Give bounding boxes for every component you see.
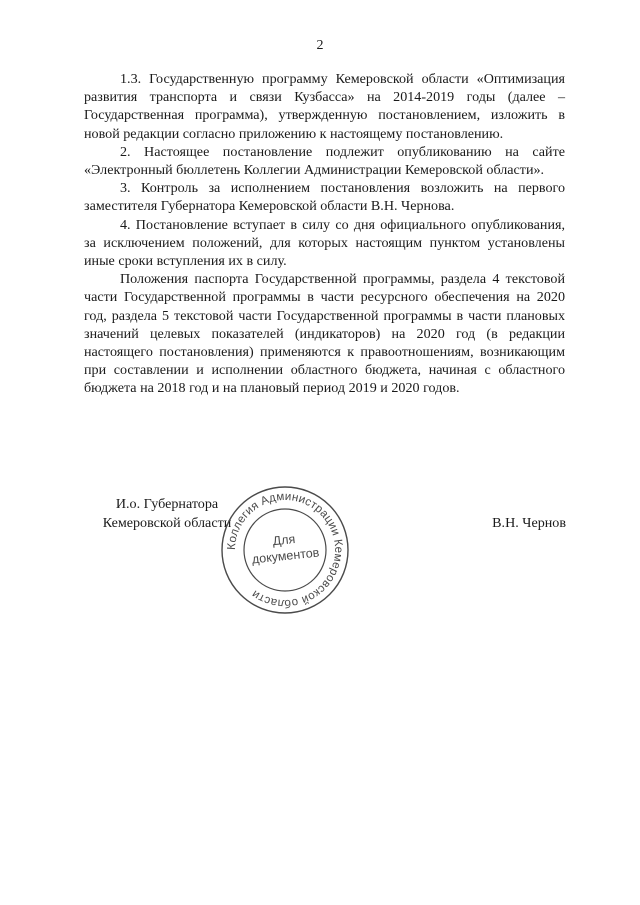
signature-title-line1: И.о. Губернатора — [115, 496, 219, 512]
paragraph-2: 2. Настоящее постановление подлежит опубликованию на сайте «Электронный бюллетень Коллегии Администрации Кемеровской области». — [84, 143, 565, 179]
stamp-ring-text: Коллегия Администрации Кемеровской области — [224, 489, 346, 611]
stamp-center-line1: Для — [272, 531, 296, 549]
stamp-center-line2: документов — [251, 545, 320, 567]
paragraph-1-3: 1.3. Государственную программу Кемеровской области «Оптимизация развития транспорта и связи Кузбасса» на 2014-2019 годы (далее – Государственная программа), утвержденную постановлением, изложить в новой редакции согласно приложению к настоящему постановлению. — [84, 71, 565, 142]
paragraph-4: 4. Постановление вступает в силу со дня официального опубликования, за исключением положений, для которых настоящим пунктом установлены иные сроки вступления их в силу. — [84, 216, 565, 270]
signature-title-line2: Кемеровской области — [102, 514, 232, 531]
signature-name: В.Н. Чернов — [492, 515, 566, 531]
official-stamp — [219, 484, 351, 616]
page-number: 2 — [316, 38, 324, 53]
paragraph-3: 3. Контроль за исполнением постановления возложить на первого заместителя Губернатора Кемеровской области В.Н. Чернова. — [84, 180, 565, 215]
stamp-seal — [219, 484, 351, 616]
paragraph-provisions: Положения паспорта Государственной программы, раздела 4 текстовой части Государственной программы в части ресурсного обеспечения на 2020 год, раздела 5 текстовой части Государственной программы в части плановых значений целевых показателей (индикаторов) на 2020 год (в редакции настоящего постановления) применяются к правоотношениям, возникающим при составлении и исполнении областного бюджета, начиная с областного бюджета на 2018 год и на плановый период 2019 и 2020 годов. — [84, 271, 565, 397]
document-body — [84, 70, 565, 398]
